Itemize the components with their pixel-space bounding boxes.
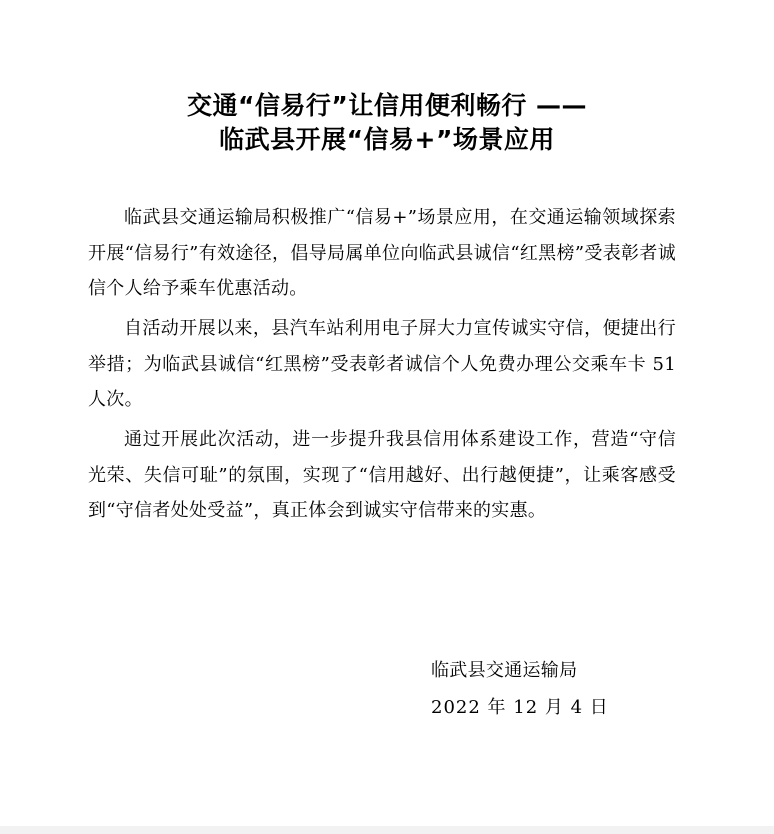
document-title-line-1: 交通“信易行”让信用便利畅行 ——	[186, 91, 588, 120]
body-paragraph-3: 通过开展此次活动，进一步提升我县信用体系建设工作，营造“守信光荣、失信可耻”的氛围，实现了“信用越好、出行越便捷”，让乘客感受到“守信者处处受益”，真正体会到诚实守信带来的实惠。	[88, 429, 676, 521]
signature-organization: 临武县交通运输局	[431, 660, 578, 681]
body-paragraph-2: 自活动开展以来，县汽车站利用电子屏大力宣传诚实守信，便捷出行举措；为临武县诚信“红黑榜”受表彰者诚信个人免费办理公交乘车卡 51 人次。	[88, 318, 676, 410]
signature-date: 2022 年 12 月 4 日	[431, 697, 609, 718]
bottom-divider	[0, 826, 774, 834]
body-paragraph-1: 临武县交通运输局积极推广“信易+”场景应用，在交通运输领域探索开展“信易行”有效途径，倡导局属单位向临武县诚信“红黑榜”受表彰者诚信个人给予乘车优惠活动。	[88, 207, 676, 299]
document-title-line-2: 临武县开展“信易+”场景应用	[219, 125, 555, 154]
